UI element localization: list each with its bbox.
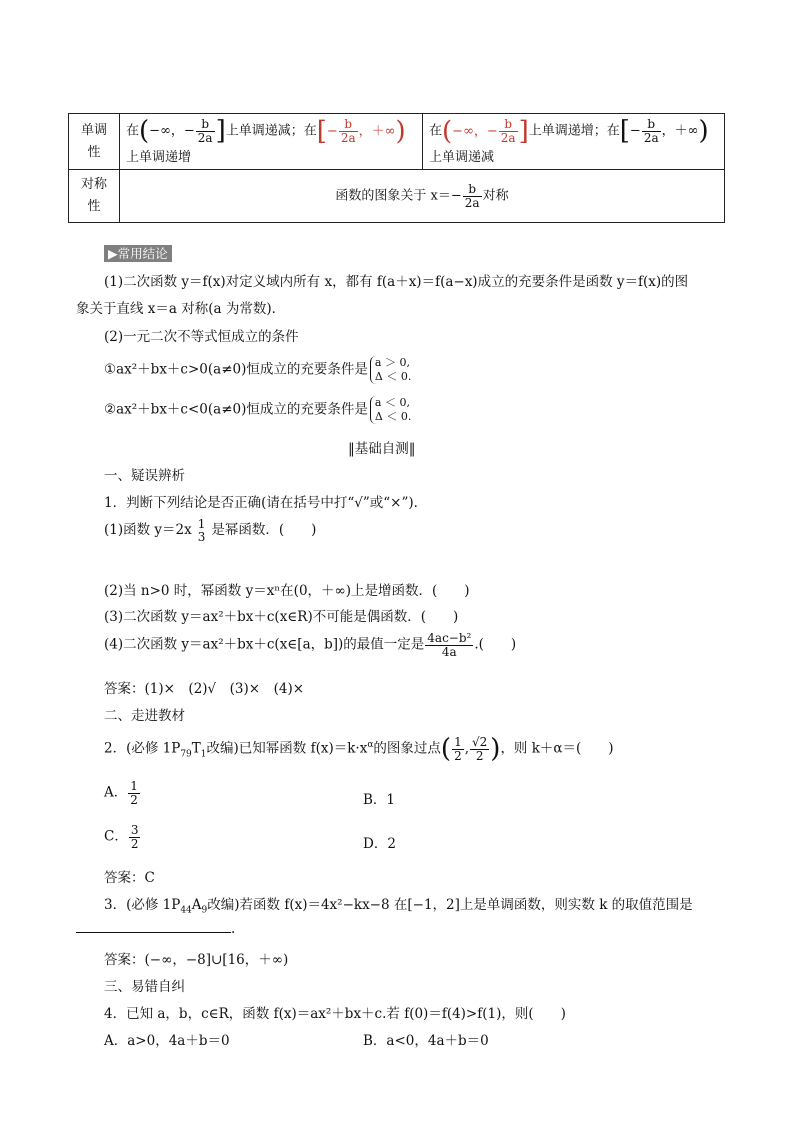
paren: ] (215, 116, 226, 147)
conclusion-1-line1: (1)二次函数 y＝f(x)对定义域内所有 x，都有 f(a＋x)＝f(a−x)成立的充要条件是函数 y＝f(x)的图 (104, 274, 689, 290)
cond: a ＞ 0, (374, 356, 410, 369)
fraction (129, 824, 141, 850)
paren: ( (442, 116, 453, 147)
frac-num: b (463, 183, 482, 197)
text: 在 (429, 123, 443, 139)
frac-num: √2 (472, 735, 488, 749)
frac-den: 2a (197, 130, 213, 145)
fraction (196, 118, 215, 144)
paren: ( (139, 116, 150, 147)
answer-label: 答案： (104, 952, 145, 968)
answer-label: 答案： (104, 681, 145, 697)
exponent-fraction (196, 518, 208, 543)
frac-den: 2 (130, 792, 138, 807)
cell-symmetry (120, 170, 725, 223)
text: ①ax²＋bx＋c>0(a≠0)恒成立的充要条件是 (104, 361, 368, 378)
text: 改编)若函数 f(x)＝4x²−kx−8 在[−1，2]上是单调函数，则实数 k 的取值范围是 (207, 897, 693, 913)
answer-text: (−∞，−8]∪[16，＋∞) (144, 952, 289, 968)
cond: Δ ＜ 0. (374, 369, 412, 383)
frac-den: 2a (500, 130, 516, 145)
cell-line (126, 116, 416, 147)
row-header-symmetry (69, 170, 120, 223)
subscript: 44 (180, 905, 192, 916)
text: 在 (126, 123, 140, 139)
option-b: B．a<0，4a＋b＝0 (363, 1033, 489, 1049)
section-3-title: 三、易错自纠 (104, 979, 185, 995)
text: −∞，− (452, 123, 498, 139)
fraction (463, 183, 482, 209)
question-1-1 (104, 518, 316, 543)
text: ②ax²＋bx＋c<0(a≠0)恒成立的充要条件是 (104, 401, 368, 418)
text: 3．(必修 1P (104, 897, 181, 913)
question-1-3: (3)二次函数 y＝ax²＋bx＋c(x∈R)不可能是偶函数．( ) (104, 609, 459, 625)
text: −∞，− (149, 123, 195, 139)
option-a: A．a>0，4a＋b＝0 (104, 1033, 230, 1049)
fraction (470, 736, 489, 762)
frac-num: 1 (197, 517, 206, 531)
cell-monotonic-right (423, 114, 725, 170)
option-b: B．1 (363, 792, 396, 808)
frac-den: 2 (475, 748, 484, 763)
frac-num: b (642, 118, 661, 132)
paren: ) (490, 734, 501, 765)
subscript: 1 (200, 749, 207, 760)
frac-num: 3 (130, 823, 139, 837)
question-4: 4．已知 a，b，c∈R，函数 f(x)＝ax²＋bx＋c.若 f(0)＝f(4)>f(1)，则( ) (104, 1006, 566, 1022)
text: (1)函数 y＝2x (104, 522, 192, 539)
properties-table (68, 113, 725, 223)
option-a (104, 780, 141, 806)
question-3-blank (76, 920, 235, 937)
option-label: A． (104, 784, 128, 801)
table-row (69, 114, 725, 170)
paren: ] (518, 116, 529, 147)
frac-num: 4ac−b² (427, 631, 472, 645)
text: ，＋∞ (358, 123, 396, 139)
text: 对称 (482, 188, 509, 204)
option-d: D．2 (363, 836, 396, 852)
answer-blank[interactable] (76, 920, 231, 933)
cell-line2: 上单调递减 (429, 150, 495, 166)
frac-num: b (339, 118, 358, 132)
section-1-title: 一、疑误辨析 (104, 468, 185, 484)
text: − (629, 123, 641, 139)
text: . (231, 921, 236, 937)
frac-num: 1 (130, 779, 138, 793)
highlight-interval (316, 116, 406, 147)
answer-2 (104, 866, 155, 886)
superscript: α (367, 740, 374, 751)
text: − (326, 123, 338, 139)
paren: ) (698, 116, 709, 147)
text: T (191, 740, 201, 757)
paren: ( (440, 734, 452, 765)
row-header-monotonicity (69, 114, 120, 170)
frac-num: b (196, 118, 215, 132)
paren: [ (316, 116, 327, 147)
frac-den: 2 (130, 836, 139, 851)
frac-den: 2a (464, 195, 480, 210)
highlight-interval (442, 116, 529, 147)
conclusion-4 (104, 396, 413, 424)
frac-den: 2 (454, 748, 462, 763)
answer-text: (1)× (2)√ (3)× (4)× (144, 681, 305, 697)
text: 上单调递减；在 (225, 123, 317, 139)
table-row (69, 170, 725, 223)
subscript: 9 (201, 905, 208, 916)
header-text: 单调性 (81, 122, 108, 160)
frac-den: 3 (197, 529, 206, 544)
text: ，＋∞ (661, 123, 699, 139)
system-of-conditions (370, 396, 411, 424)
section-tag (104, 244, 172, 262)
frac-num: 1 (454, 735, 462, 749)
cond: a ＜ 0, (374, 396, 410, 409)
fraction (425, 632, 473, 658)
system-of-conditions (370, 356, 411, 384)
answer-text: C (144, 870, 155, 886)
question-1-2: (2)当 n>0 时，幂函数 y＝xⁿ在(0，＋∞)上是增函数．( ) (104, 583, 470, 599)
cond: Δ ＜ 0. (374, 409, 412, 423)
conclusion-3 (104, 356, 413, 384)
self-test-title: ‖基础自测‖ (348, 441, 416, 457)
cell-line (429, 116, 718, 147)
text: 是幂函数．( ) (211, 522, 317, 539)
cell-monotonic-left (120, 114, 423, 170)
option-c (104, 824, 141, 850)
answer-3 (104, 948, 288, 968)
text: (4)二次函数 y＝ax²＋bx＋c(x∈[a，b])的最值一定是 (104, 636, 425, 653)
fraction (499, 118, 518, 144)
answer-1 (104, 677, 304, 697)
question-1: 1．判断下列结论是否正确(请在括号中打“√”或“×”)． (104, 495, 428, 511)
subscript: 79 (180, 749, 192, 760)
text: 的图象过点 (373, 740, 441, 757)
cell-line2: 上单调递增 (126, 150, 192, 166)
frac-den: 4a (441, 644, 457, 659)
text: 函数的图象关于 x＝− (335, 188, 462, 204)
conclusion-1-line2: 象关于直线 x＝a 对称(a 为常数)． (76, 301, 286, 317)
option-label: C． (104, 828, 128, 845)
fraction (339, 118, 358, 144)
text: 2．(必修 1P (104, 740, 181, 757)
paren: [ (619, 116, 630, 147)
fraction (452, 736, 464, 762)
fraction (642, 118, 661, 144)
question-1-4 (104, 632, 516, 658)
conclusion-2: (2)一元二次不等式恒成立的条件 (104, 329, 299, 345)
text: .( ) (474, 636, 517, 653)
frac-den: 2a (643, 130, 659, 145)
text: 上单调递增；在 (528, 123, 620, 139)
section-2-title: 二、走进教材 (104, 708, 185, 724)
question-3 (104, 893, 693, 916)
question-2: 2．(必修 $1P_{79}T_1$改编)已知幂函数 $f(x)=k\cdot x^\alpha$的图象过点( $\frac{1}{2}$ , $\frac{√2}{2}$ )，则 k＋α＝( ) (104, 734, 614, 765)
text: A (191, 897, 202, 913)
header-text: 对称性 (81, 177, 108, 215)
text: 改编)已知幂函数 f(x)＝k·x (206, 740, 368, 757)
fraction (128, 780, 140, 806)
answer-label: 答案： (104, 870, 145, 886)
paren: ) (395, 116, 406, 147)
frac-num: b (499, 118, 518, 132)
frac-den: 2a (340, 130, 356, 145)
text: ，则 k＋α＝( ) (500, 740, 614, 757)
tag-label: ▶常用结论 (104, 245, 172, 262)
